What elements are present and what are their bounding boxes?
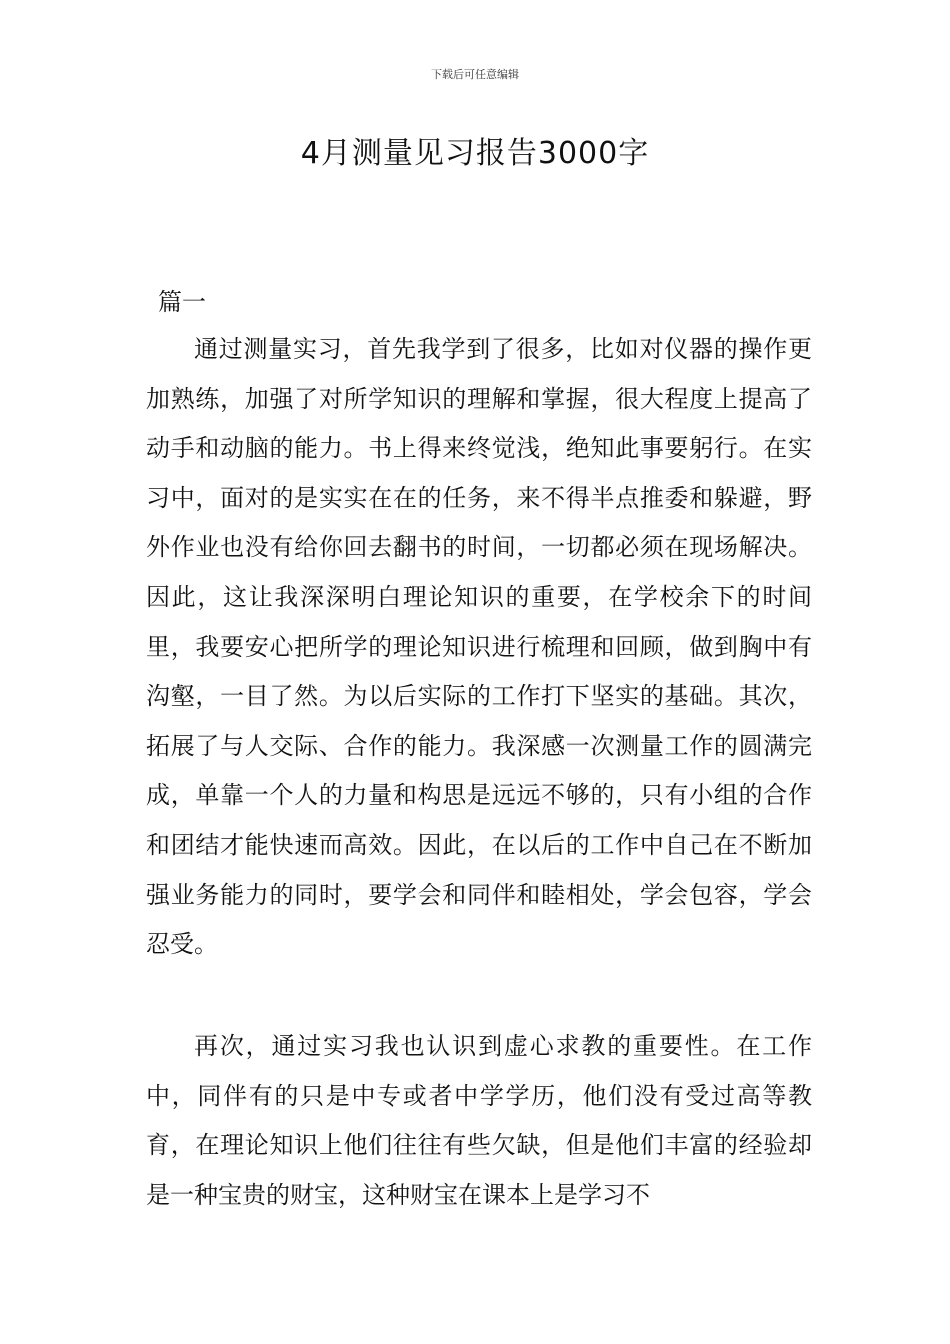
header-note: 下载后可任意编辑 [431,68,519,81]
section-label: 篇一 [158,288,206,316]
document-title: 4月测量见习报告3000字 [300,136,650,171]
body-paragraph-2: 再次，通过实习我也认识到虚心求教的重要性。在工作中，同伴有的只是中专或者中学学历，他们没有受过高等教育，在理论知识上他们往往有些欠缺，但是他们丰富的经验却是一种宝贵的财宝，这种财宝在课本上是学习不 [146,1032,812,1209]
body-paragraph-1: 通过测量实习，首先我学到了很多，比如对仪器的操作更加熟练，加强了对所学知识的理解和掌握，很大程度上提高了动手和动脑的能力。书上得来终觉浅，绝知此事要躬行。在实习中，面对的是实实在在的任务，来不得半点推委和躲避，野外作业也没有给你回去翻书的时间，一切都必须在现场解决。因此，这让我深深明白理论知识的重要，在学校余下的时间里，我要安心把所学的理论知识进行梳理和回顾，做到胸中有沟壑，一目了然。为以后实际的工作打下坚实的基础。其次，拓展了与人交际、合作的能力。我深感一次测量工作的圆满完成，单靠一个人的力量和构思是远远不够的，只有小组的合作和团结才能快速而高效。因此，在以后的工作中自己在不断加强业务能力的同时，要学会和同伴和睦相处，学会包容，学会忍受。 [146,335,812,959]
